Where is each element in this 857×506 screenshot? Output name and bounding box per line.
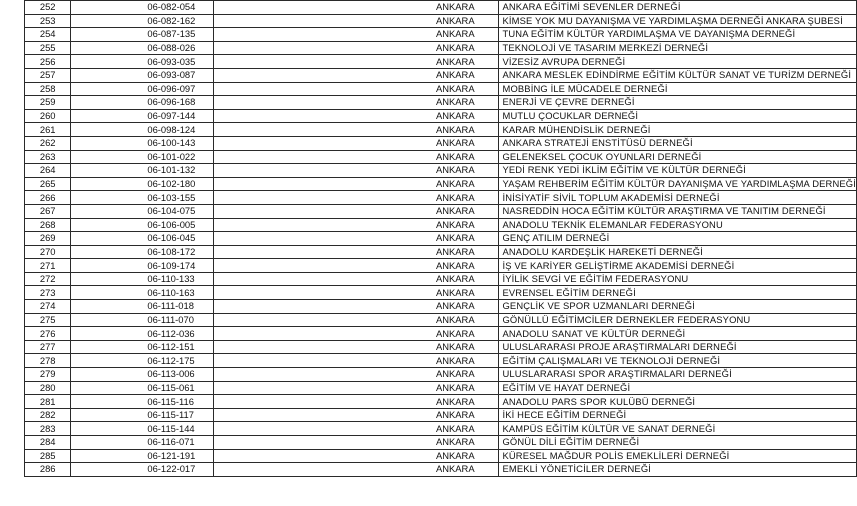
row-number-cell: 280 [25,381,71,395]
row-number-cell: 268 [25,218,71,232]
row-number-cell: 285 [25,449,71,463]
association-name-cell: ANADOLU PARS SPOR KULÜBÜ DERNEĞİ [499,395,857,409]
association-name-cell: NASREDDİN HOCA EĞİTİM KÜLTÜR ARAŞTIRMA VE TANITIM DERNEĞİ [499,204,857,218]
city-cell: ANKARA [214,368,499,382]
table-row [25,55,857,69]
city-cell: ANKARA [214,232,499,246]
registry-code-cell: 06-110-133 [71,272,214,286]
row-number-cell: 262 [25,136,71,150]
association-name-cell: YEDİ RENK YEDİ İKLİM EĞİTİM VE KÜLTÜR DERNEĞİ [499,164,857,178]
city-cell: ANKARA [214,272,499,286]
row-number-cell: 257 [25,68,71,82]
registry-code-cell: 06-082-054 [71,1,214,15]
registry-code-cell: 06-082-162 [71,14,214,28]
association-name-cell: ANADOLU SANAT VE KÜLTÜR DERNEĞİ [499,327,857,341]
table-row [25,82,857,96]
registry-code-cell: 06-121-191 [71,449,214,463]
association-name-cell: GELENEKSEL ÇOCUK OYUNLARI DERNEĞİ [499,150,857,164]
registry-code-cell: 06-115-116 [71,395,214,409]
city-cell: ANKARA [214,327,499,341]
city-cell: ANKARA [214,109,499,123]
association-name-cell: KİMSE YOK MU DAYANIŞMA VE YARDIMLAŞMA DERNEĞİ ANKARA ŞUBESİ [499,14,857,28]
association-name-cell: KARAR MÜHENDİSLİK DERNEĞİ [499,123,857,137]
registry-code-cell: 06-088-026 [71,41,214,55]
registry-code-cell: 06-116-071 [71,436,214,450]
city-cell: ANKARA [214,96,499,110]
city-cell: ANKARA [214,1,499,15]
table-row [25,191,857,205]
row-number-cell: 283 [25,422,71,436]
row-number-cell: 279 [25,368,71,382]
registry-code-cell: 06-103-155 [71,191,214,205]
association-name-cell: ANKARA EĞİTİMİ SEVENLER DERNEĞİ [499,1,857,15]
city-cell: ANKARA [214,286,499,300]
city-cell: ANKARA [214,41,499,55]
row-number-cell: 271 [25,259,71,273]
row-number-cell: 284 [25,436,71,450]
registry-code-cell: 06-093-087 [71,68,214,82]
registry-code-cell: 06-102-180 [71,177,214,191]
city-cell: ANKARA [214,164,499,178]
city-cell: ANKARA [214,204,499,218]
association-name-cell: GÖNÜLLÜ EĞİTİMCİLER DERNEKLER FEDERASYONU [499,313,857,327]
association-name-cell: ANKARA MESLEK EDİNDİRME EĞİTİM KÜLTÜR SANAT VE TURİZM DERNEĞİ [499,68,857,82]
city-cell: ANKARA [214,14,499,28]
row-number-cell: 282 [25,408,71,422]
city-cell: ANKARA [214,55,499,69]
registry-code-cell: 06-087-135 [71,28,214,42]
association-name-cell: ANADOLU TEKNİK ELEMANLAR FEDERASYONU [499,218,857,232]
registry-code-cell: 06-106-045 [71,232,214,246]
table-row [25,68,857,82]
row-number-cell: 278 [25,354,71,368]
association-name-cell: ULUSLARARASI PROJE ARAŞTIRMALARI DERNEĞİ [499,340,857,354]
registry-code-cell: 06-096-168 [71,96,214,110]
table-row [25,1,857,15]
table-row [25,463,857,477]
city-cell: ANKARA [214,82,499,96]
city-cell: ANKARA [214,259,499,273]
city-cell: ANKARA [214,245,499,259]
row-number-cell: 266 [25,191,71,205]
registry-code-cell: 06-108-172 [71,245,214,259]
association-name-cell: KAMPÜS EĞİTİM KÜLTÜR VE SANAT DERNEĞİ [499,422,857,436]
city-cell: ANKARA [214,436,499,450]
table-row [25,218,857,232]
registry-code-cell: 06-109-174 [71,259,214,273]
row-number-cell: 260 [25,109,71,123]
association-name-cell: ANADOLU KARDEŞLİK HAREKETİ DERNEĞİ [499,245,857,259]
city-cell: ANKARA [214,313,499,327]
city-cell: ANKARA [214,449,499,463]
row-number-cell: 270 [25,245,71,259]
registry-code-cell: 06-112-151 [71,340,214,354]
row-number-cell: 252 [25,1,71,15]
city-cell: ANKARA [214,191,499,205]
association-name-cell: EMEKLİ YÖNETİCİLER DERNEĞİ [499,463,857,477]
row-number-cell: 261 [25,123,71,137]
row-number-cell: 256 [25,55,71,69]
row-number-cell: 265 [25,177,71,191]
registry-code-cell: 06-122-017 [71,463,214,477]
city-cell: ANKARA [214,123,499,137]
city-cell: ANKARA [214,150,499,164]
association-name-cell: İYİLİK SEVGİ VE EĞİTİM FEDERASYONU [499,272,857,286]
table-row [25,408,857,422]
row-number-cell: 276 [25,327,71,341]
city-cell: ANKARA [214,218,499,232]
table-row [25,109,857,123]
association-name-cell: YAŞAM REHBERİM EĞİTİM KÜLTÜR DAYANIŞMA VE YARDIMLAŞMA DERNEĞİ [499,177,857,191]
row-number-cell: 258 [25,82,71,96]
city-cell: ANKARA [214,463,499,477]
association-name-cell: ENERJİ VE ÇEVRE DERNEĞİ [499,96,857,110]
table-row [25,422,857,436]
table-body [25,1,857,477]
table-row [25,395,857,409]
association-name-cell: MOBBİNG İLE MÜCADELE DERNEĞİ [499,82,857,96]
row-number-cell: 273 [25,286,71,300]
row-number-cell: 255 [25,41,71,55]
registry-code-cell: 06-100-143 [71,136,214,150]
association-name-cell: EVRENSEL EĞİTİM DERNEĞİ [499,286,857,300]
association-name-cell: GENÇLİK VE SPOR UZMANLARI DERNEĞİ [499,300,857,314]
registry-code-cell: 06-101-132 [71,164,214,178]
table-row [25,381,857,395]
row-number-cell: 267 [25,204,71,218]
table-row [25,300,857,314]
association-name-cell: ULUSLARARASI SPOR ARAŞTIRMALARI DERNEĞİ [499,368,857,382]
city-cell: ANKARA [214,300,499,314]
city-cell: ANKARA [214,340,499,354]
table-row [25,327,857,341]
city-cell: ANKARA [214,381,499,395]
row-number-cell: 275 [25,313,71,327]
table-row [25,204,857,218]
city-cell: ANKARA [214,177,499,191]
row-number-cell: 253 [25,14,71,28]
table-row [25,259,857,273]
association-name-cell: ANKARA STRATEJİ ENSTİTÜSÜ DERNEĞİ [499,136,857,150]
registry-code-cell: 06-111-018 [71,300,214,314]
city-cell: ANKARA [214,422,499,436]
registry-code-cell: 06-115-144 [71,422,214,436]
association-name-cell: İŞ VE KARİYER GELİŞTİRME AKADEMİSİ DERNEĞİ [499,259,857,273]
association-name-cell: KÜRESEL MAĞDUR POLİS EMEKLİLERİ DERNEĞİ [499,449,857,463]
association-name-cell: MUTLU ÇOCUKLAR DERNEĞİ [499,109,857,123]
city-cell: ANKARA [214,28,499,42]
row-number-cell: 281 [25,395,71,409]
row-number-cell: 269 [25,232,71,246]
registry-code-cell: 06-115-117 [71,408,214,422]
table-row [25,449,857,463]
table-row [25,313,857,327]
city-cell: ANKARA [214,395,499,409]
row-number-cell: 286 [25,463,71,477]
table-row [25,136,857,150]
city-cell: ANKARA [214,354,499,368]
table-row [25,96,857,110]
table-row [25,340,857,354]
registry-code-cell: 06-106-005 [71,218,214,232]
association-name-cell: TEKNOLOJİ VE TASARIM MERKEZİ DERNEĞİ [499,41,857,55]
table-row [25,368,857,382]
association-name-cell: VİZESİZ AVRUPA DERNEĞİ [499,55,857,69]
association-name-cell: GENÇ ATILIM DERNEĞİ [499,232,857,246]
table-row [25,354,857,368]
table-row [25,28,857,42]
association-name-cell: İKİ HECE EĞİTİM DERNEĞİ [499,408,857,422]
table-row [25,272,857,286]
registry-code-cell: 06-112-175 [71,354,214,368]
table-row [25,14,857,28]
table-row [25,436,857,450]
registry-code-cell: 06-098-124 [71,123,214,137]
city-cell: ANKARA [214,68,499,82]
table-row [25,232,857,246]
table-row [25,150,857,164]
registry-code-cell: 06-111-070 [71,313,214,327]
registry-code-cell: 06-097-144 [71,109,214,123]
association-table [24,0,857,477]
table-row [25,164,857,178]
association-name-cell: EĞİTİM ÇALIŞMALARI VE TEKNOLOJİ DERNEĞİ [499,354,857,368]
registry-code-cell: 06-110-163 [71,286,214,300]
table-row [25,41,857,55]
registry-code-cell: 06-113-006 [71,368,214,382]
row-number-cell: 263 [25,150,71,164]
row-number-cell: 254 [25,28,71,42]
table-row [25,123,857,137]
table-row [25,286,857,300]
table-row [25,177,857,191]
row-number-cell: 272 [25,272,71,286]
row-number-cell: 277 [25,340,71,354]
registry-code-cell: 06-115-061 [71,381,214,395]
city-cell: ANKARA [214,136,499,150]
registry-code-cell: 06-101-022 [71,150,214,164]
registry-code-cell: 06-093-035 [71,55,214,69]
registry-code-cell: 06-112-036 [71,327,214,341]
table-row [25,245,857,259]
association-name-cell: TUNA EĞİTİM KÜLTÜR YARDIMLAŞMA VE DAYANIŞMA DERNEĞİ [499,28,857,42]
association-name-cell: GÖNÜL DİLİ EĞİTİM DERNEĞİ [499,436,857,450]
row-number-cell: 259 [25,96,71,110]
city-cell: ANKARA [214,408,499,422]
row-number-cell: 274 [25,300,71,314]
association-name-cell: İNİSİYATİF SİVİL TOPLUM AKADEMİSİ DERNEĞİ [499,191,857,205]
registry-code-cell: 06-104-075 [71,204,214,218]
registry-code-cell: 06-096-097 [71,82,214,96]
association-name-cell: EĞİTİM VE HAYAT DERNEĞİ [499,381,857,395]
row-number-cell: 264 [25,164,71,178]
